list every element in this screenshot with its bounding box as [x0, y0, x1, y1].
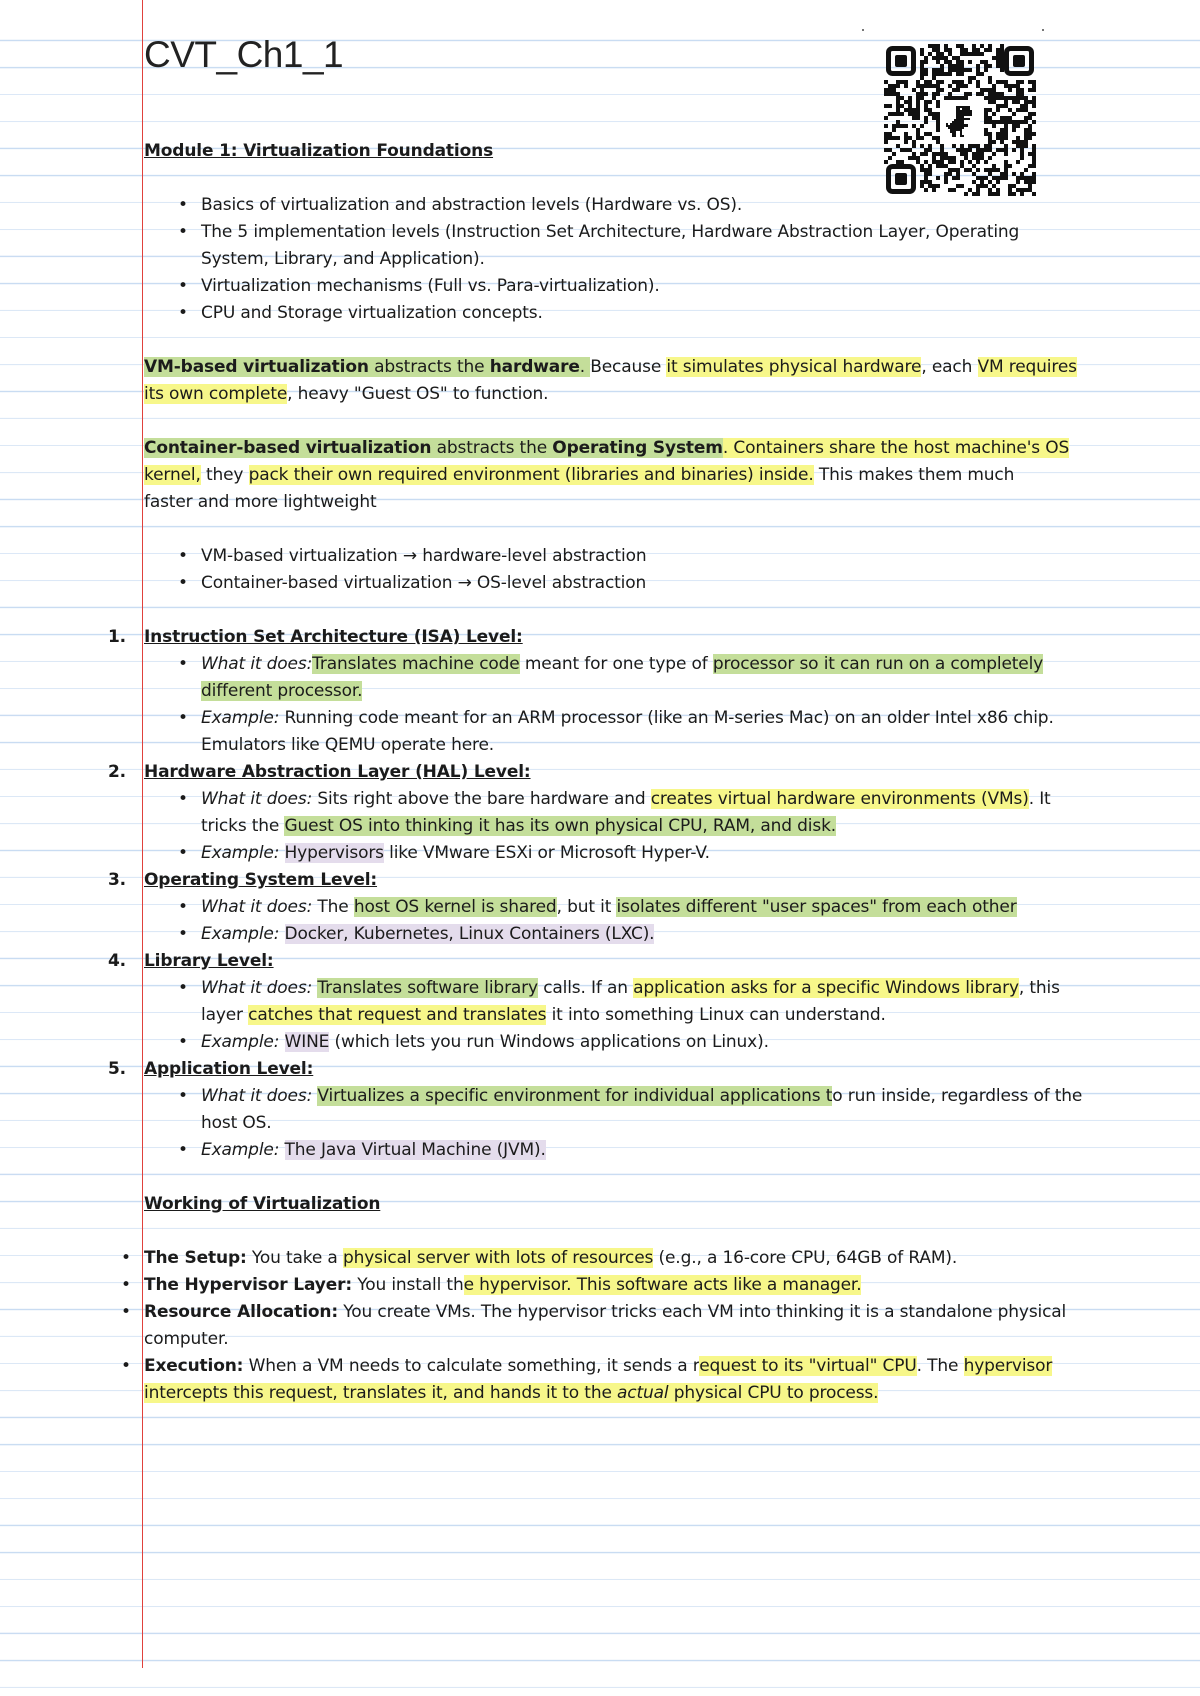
bullet-dot: • — [178, 573, 188, 593]
bullet-dot: • — [178, 897, 188, 917]
module-bullet: Basics of virtualization and abstraction levels (Hardware vs. OS). — [201, 195, 743, 215]
container-paragraph-line: kernel, they pack their own required environment (libraries and binaries) inside. This makes them much — [144, 465, 1015, 485]
bullet-dot: • — [121, 1302, 131, 1322]
bullet-dot: • — [178, 924, 188, 944]
module-heading: Module 1: Virtualization Foundations — [144, 141, 494, 161]
bullet-dot: • — [178, 195, 188, 215]
bullet-dot: • — [178, 222, 188, 242]
level-heading: Hardware Abstraction Layer (HAL) Level: — [144, 762, 531, 782]
level-what-cont: tricks the Guest OS into thinking it has its own physical CPU, RAM, and disk. — [201, 816, 837, 836]
corner-mark — [862, 29, 864, 31]
working-bullet: The Setup: You take a physical server with lots of resources (e.g., a 16-core CPU, 64GB of RAM). — [144, 1248, 958, 1268]
list-number: 4. — [108, 951, 126, 971]
abstraction-bullet: Container-based virtualization → OS-level abstraction — [201, 573, 647, 593]
level-heading: Library Level: — [144, 951, 274, 971]
working-bullet: Execution: When a VM needs to calculate something, it sends a request to its "virtual" CPU. The hypervisor — [144, 1356, 1053, 1376]
level-what: What it does: Translates software library calls. If an application asks for a specific Windows library, this — [201, 978, 1060, 998]
working-bullet: Resource Allocation: You create VMs. The hypervisor tricks each VM into thinking it is a standalone physical — [144, 1302, 1067, 1322]
container-paragraph-line: faster and more lightweight — [144, 492, 377, 512]
bullet-dot: • — [178, 789, 188, 809]
bullet-dot: • — [121, 1248, 131, 1268]
bullet-dot: • — [178, 1086, 188, 1106]
module-bullet: The 5 implementation levels (Instruction Set Architecture, Hardware Abstraction Layer, Operating — [201, 222, 1020, 242]
abstraction-bullet: VM-based virtualization → hardware-level abstraction — [201, 546, 647, 566]
level-example: Example: WINE (which lets you run Windows applications on Linux). — [201, 1032, 769, 1052]
bullet-dot: • — [121, 1356, 131, 1376]
level-example: Example: Hypervisors like VMware ESXi or Microsoft Hyper-V. — [201, 843, 710, 863]
level-what: What it does: Virtualizes a specific environment for individual applications to run inside, regardless of the — [201, 1086, 1083, 1106]
working-bullet: The Hypervisor Layer: You install the hypervisor. This software acts like a manager. — [144, 1275, 862, 1295]
bullet-dot: • — [178, 654, 188, 674]
list-number: 1. — [108, 627, 126, 647]
level-heading: Operating System Level: — [144, 870, 378, 890]
working-bullet-cont: intercepts this request, translates it, and hands it to the actual physical CPU to process. — [144, 1383, 879, 1403]
level-heading: Instruction Set Architecture (ISA) Level: — [144, 627, 523, 647]
vm-paragraph-line: its own complete, heavy "Guest OS" to function. — [144, 384, 549, 404]
list-number: 5. — [108, 1059, 126, 1079]
container-paragraph-line: Container-based virtualization abstracts the Operating System. Containers share the host machine's OS — [144, 438, 1070, 458]
level-what-cont: layer catches that request and translates it into something Linux can understand. — [201, 1005, 886, 1025]
qr-code-icon — [884, 44, 1036, 196]
vm-paragraph-line: VM-based virtualization abstracts the hardware. Because it simulates physical hardware, each VM requires — [144, 357, 1077, 377]
bullet-dot: • — [178, 276, 188, 296]
bullet-dot: • — [178, 708, 188, 728]
level-example-cont: Emulators like QEMU operate here. — [201, 735, 495, 755]
level-what: What it does:Translates machine code meant for one type of processor so it can run on a completely — [201, 654, 1044, 674]
level-what: What it does: The host OS kernel is shared, but it isolates different "user spaces" from each other — [201, 897, 1017, 917]
bullet-dot: • — [178, 843, 188, 863]
list-number: 3. — [108, 870, 126, 890]
level-example: Example: Docker, Kubernetes, Linux Containers (LXC). — [201, 924, 655, 944]
corner-mark — [1042, 29, 1044, 31]
module-bullet: CPU and Storage virtualization concepts. — [201, 303, 543, 323]
notebook-margin-line — [142, 0, 143, 1668]
page-title: CVT_Ch1_1 — [144, 34, 344, 75]
level-example: Example: Running code meant for an ARM processor (like an M-series Mac) on an older Intel x86 chip. — [201, 708, 1054, 728]
bullet-dot: • — [178, 303, 188, 323]
level-heading: Application Level: — [144, 1059, 314, 1079]
bullet-dot: • — [178, 978, 188, 998]
bullet-dot: • — [178, 546, 188, 566]
level-what-cont: host OS. — [201, 1113, 272, 1133]
level-what: What it does: Sits right above the bare hardware and creates virtual hardware environments (VMs). It — [201, 789, 1051, 809]
module-bullet-cont: System, Library, and Application). — [201, 249, 485, 269]
bullet-dot: • — [178, 1032, 188, 1052]
working-heading: Working of Virtualization — [144, 1194, 381, 1214]
module-bullet: Virtualization mechanisms (Full vs. Para-virtualization). — [201, 276, 660, 296]
list-number: 2. — [108, 762, 126, 782]
bullet-dot: • — [178, 1140, 188, 1160]
bullet-dot: • — [121, 1275, 131, 1295]
level-example: Example: The Java Virtual Machine (JVM). — [201, 1140, 546, 1160]
level-what-cont: different processor. — [201, 681, 363, 701]
working-bullet-cont: computer. — [144, 1329, 229, 1349]
